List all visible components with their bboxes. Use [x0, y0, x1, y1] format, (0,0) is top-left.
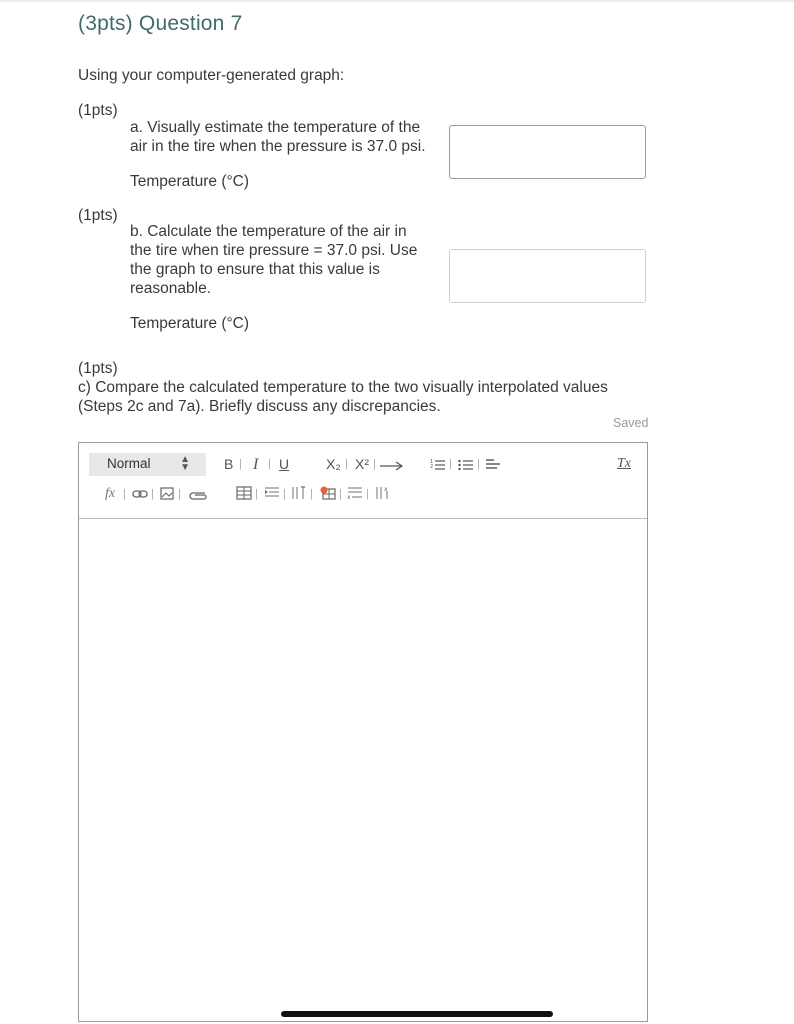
- select-arrows-icon: ▲ ▼: [180, 454, 190, 473]
- part-a-line-2: air in the tire when the pressure is 37.0 psi.: [130, 138, 426, 155]
- toolbar-separator: |: [268, 458, 271, 470]
- editor-text-area[interactable]: [79, 520, 647, 1021]
- toolbar-separator: |: [449, 458, 452, 470]
- part-b-question: [130, 222, 417, 298]
- delete-row-icon[interactable]: [347, 486, 363, 500]
- attachment-icon[interactable]: [187, 489, 209, 501]
- home-indicator: [281, 1011, 553, 1017]
- rich-text-editor: [78, 442, 648, 1022]
- delete-column-icon[interactable]: [375, 486, 391, 500]
- ordered-list-icon[interactable]: [430, 458, 446, 472]
- toolbar-separator: |: [178, 488, 181, 500]
- format-select-value: Normal: [107, 456, 151, 471]
- part-b-line-3: the graph to ensure that this value is: [130, 261, 380, 278]
- subscript-button[interactable]: X₂: [326, 456, 341, 472]
- part-c-question: [78, 378, 608, 416]
- toolbar-separator: |: [151, 488, 154, 500]
- part-b-points: (1pts): [78, 207, 118, 224]
- part-a-question: [130, 118, 426, 156]
- toolbar-separator: |: [339, 488, 342, 500]
- toolbar-separator: |: [366, 488, 369, 500]
- clear-format-button[interactable]: Tx: [617, 456, 631, 471]
- part-b-line-1: b. Calculate the temperature of the air in: [130, 223, 407, 240]
- svg-text:2: 2: [430, 464, 434, 470]
- underline-button[interactable]: U: [279, 456, 290, 472]
- part-a-unit-label: Temperature (°C): [130, 173, 250, 190]
- toolbar-separator: |: [123, 488, 126, 500]
- part-b-unit-label: Temperature (°C): [130, 315, 250, 332]
- svg-text:x: x: [384, 486, 388, 493]
- toolbar-separator: |: [283, 488, 286, 500]
- table-icon[interactable]: [236, 486, 252, 500]
- part-a-line-1: a. Visually estimate the temperature of the: [130, 119, 421, 136]
- formula-button[interactable]: fx: [105, 486, 116, 501]
- align-left-icon[interactable]: [485, 458, 501, 472]
- editor-toolbar: [79, 443, 647, 519]
- svg-text:1: 1: [430, 459, 434, 465]
- part-c-line-2: (Steps 2c and 7a). Briefly discuss any discrepancies.: [78, 398, 441, 415]
- superscript-button[interactable]: X²: [355, 456, 369, 472]
- toolbar-separator: |: [310, 488, 313, 500]
- format-select[interactable]: [89, 453, 206, 476]
- arrow-right-icon[interactable]: [379, 460, 405, 472]
- toolbar-separator: |: [477, 458, 480, 470]
- toolbar-separator: |: [373, 458, 376, 470]
- question-title: (3pts) Question 7: [78, 12, 243, 35]
- toolbar-separator: |: [255, 488, 258, 500]
- part-b-line-4: reasonable.: [130, 280, 212, 297]
- top-divider: [0, 0, 794, 2]
- image-icon[interactable]: [160, 487, 174, 500]
- svg-text:x: x: [347, 494, 351, 500]
- insert-row-icon[interactable]: [264, 486, 280, 500]
- part-b-line-2: the tire when tire pressure = 37.0 psi. Use: [130, 242, 418, 259]
- bullet-list-icon[interactable]: [458, 458, 474, 472]
- italic-button[interactable]: I: [253, 456, 259, 473]
- part-b-answer-input[interactable]: [449, 249, 646, 303]
- part-c-points: (1pts): [78, 360, 118, 377]
- link-icon[interactable]: [132, 488, 148, 500]
- save-status: Saved: [613, 416, 649, 430]
- part-a-points: (1pts): [78, 102, 118, 119]
- question-intro: Using your computer-generated graph:: [78, 67, 345, 84]
- insert-column-icon[interactable]: [291, 486, 307, 500]
- part-c-line-1: c) Compare the calculated temperature to the two visually interpolated values: [78, 379, 608, 396]
- toolbar-separator: |: [239, 458, 242, 470]
- bold-button[interactable]: B: [224, 456, 234, 472]
- delete-table-icon[interactable]: [320, 486, 336, 500]
- part-a-answer-input[interactable]: [449, 125, 646, 179]
- toolbar-separator: |: [345, 458, 348, 470]
